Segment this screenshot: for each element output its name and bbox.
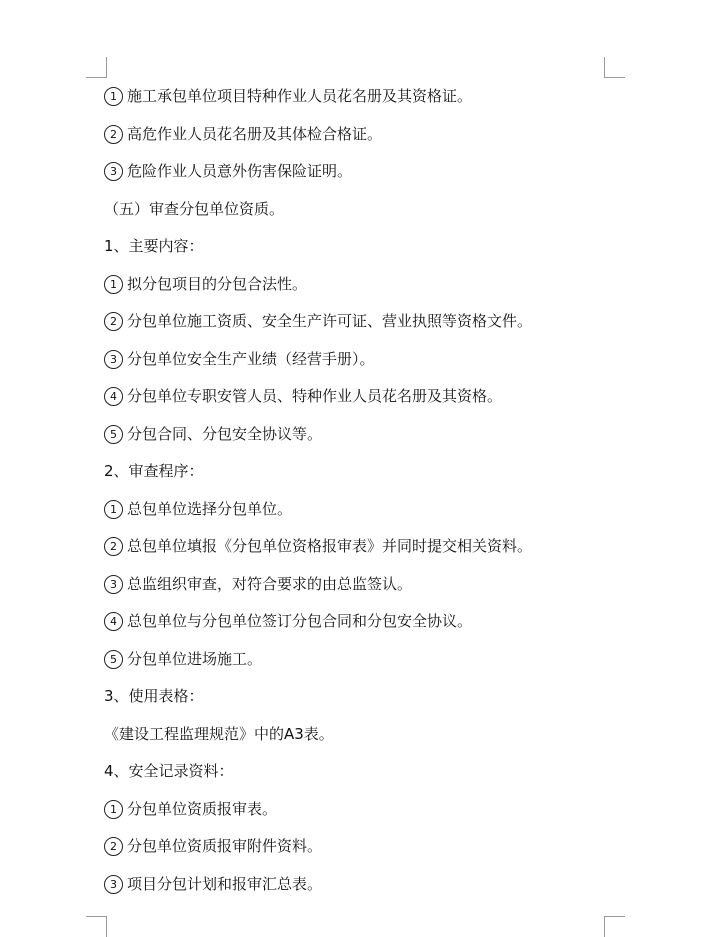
text-line <box>104 759 604 797</box>
circled-number-marker: 1 <box>104 87 123 106</box>
margin-corner-mark-top-left <box>86 57 107 78</box>
text-line <box>104 459 604 497</box>
circled-number-marker: 3 <box>104 575 123 594</box>
circled-number-marker: 4 <box>104 387 123 406</box>
circled-number-marker: 1 <box>104 275 123 294</box>
line-text: 总包单位与分包单位签订分包合同和分包安全协议。 <box>127 612 473 630</box>
circled-number-marker: 3 <box>104 875 123 894</box>
line-text: 高危作业人员花名册及其体检合格证。 <box>127 124 383 143</box>
circled-number-marker: 5 <box>104 650 123 669</box>
text-line <box>104 534 604 572</box>
line-text: 《建设工程监理规范》中的A3表。 <box>104 724 334 743</box>
text-line <box>104 347 604 385</box>
line-text: 总包单位填报《分包单位资格报审表》并同时提交相关资料。 <box>127 537 533 555</box>
line-text: 分包单位进场施工。 <box>127 649 263 668</box>
text-line <box>104 684 604 722</box>
circled-number-marker: 4 <box>104 612 123 631</box>
line-text: 分包单位资质报审附件资料。 <box>127 837 323 855</box>
text-line <box>104 384 604 422</box>
line-text: 施工承包单位项目特种作业人员花名册及其资格证。 <box>127 87 473 105</box>
text-line <box>104 159 604 197</box>
circled-number-marker: 2 <box>104 837 123 856</box>
text-line <box>104 272 604 310</box>
document-body <box>104 84 604 909</box>
text-line <box>104 572 604 610</box>
line-text: 总包单位选择分包单位。 <box>127 499 293 518</box>
text-line <box>104 309 604 347</box>
margin-corner-mark-bottom-right <box>604 916 625 937</box>
circled-number-marker: 2 <box>104 125 123 144</box>
text-line <box>104 197 604 235</box>
text-line <box>104 722 604 760</box>
line-text: 项目分包计划和报审汇总表。 <box>127 874 323 893</box>
line-text: 分包单位专职安管人员、特种作业人员花名册及其资格。 <box>127 387 503 405</box>
line-text: 分包合同、分包安全协议等。 <box>127 424 323 443</box>
text-line <box>104 647 604 685</box>
line-text: 3、使用表格： <box>104 687 204 705</box>
text-line <box>104 497 604 535</box>
margin-corner-mark-top-right <box>604 57 625 78</box>
line-text: 2、审查程序： <box>104 462 204 480</box>
text-line <box>104 84 604 122</box>
line-text: 危险作业人员意外伤害保险证明。 <box>127 162 353 180</box>
circled-number-marker: 2 <box>104 537 123 556</box>
circled-number-marker: 2 <box>104 312 123 331</box>
text-line <box>104 872 604 910</box>
line-text: 分包单位施工资质、安全生产许可证、营业执照等资格文件。 <box>127 312 533 330</box>
text-line <box>104 797 604 835</box>
line-text: 总监组织审查，对符合要求的由总监签认。 <box>127 574 413 593</box>
circled-number-marker: 5 <box>104 425 123 444</box>
text-line <box>104 834 604 872</box>
circled-number-marker: 1 <box>104 500 123 519</box>
circled-number-marker: 3 <box>104 350 123 369</box>
line-text: 分包单位资质报审表。 <box>127 799 278 818</box>
circled-number-marker: 1 <box>104 800 123 819</box>
line-text: 分包单位安全生产业绩（经营手册）。 <box>127 349 375 368</box>
text-line <box>104 122 604 160</box>
text-line <box>104 422 604 460</box>
margin-corner-mark-bottom-left <box>86 916 107 937</box>
line-text: 4、安全记录资料： <box>104 762 234 780</box>
circled-number-marker: 3 <box>104 162 123 181</box>
text-line <box>104 234 604 272</box>
line-text: 拟分包项目的分包合法性。 <box>127 274 308 293</box>
line-text: 1、主要内容： <box>104 237 204 255</box>
text-line <box>104 609 604 647</box>
line-text: （五）审查分包单位资质。 <box>104 199 285 218</box>
